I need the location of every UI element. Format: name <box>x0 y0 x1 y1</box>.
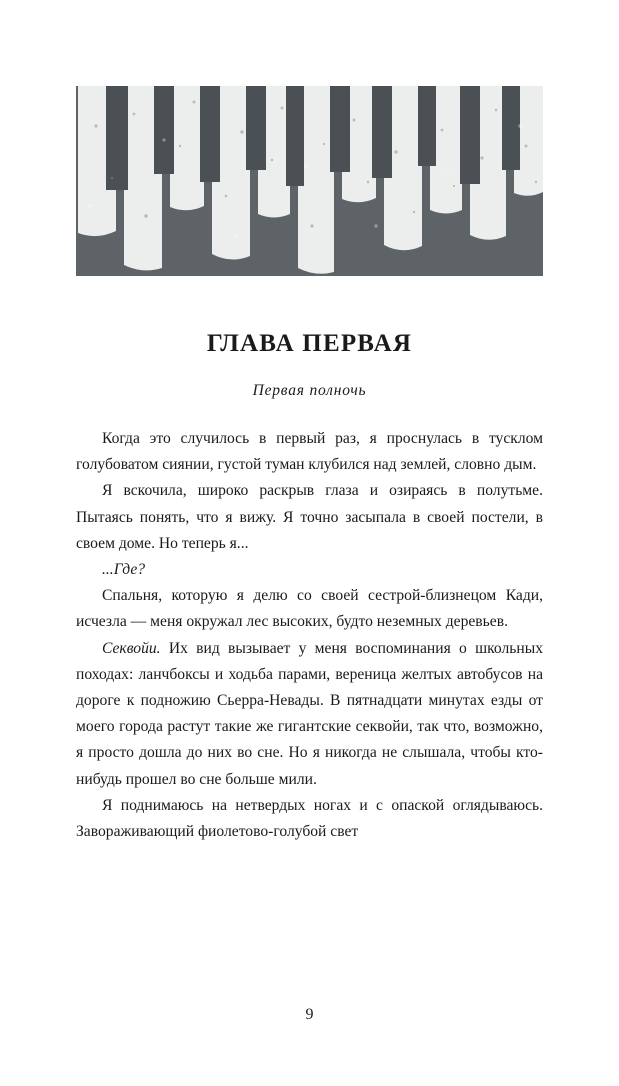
paragraph-6: Я поднимаюсь на нетвердых ногах и с опаской оглядываюсь. Завораживающий фиолетово-голубой свет <box>76 796 543 841</box>
piano-keys-illustration <box>76 86 543 276</box>
chapter-title: ГЛАВА ПЕРВАЯ <box>206 330 413 357</box>
paragraph-1: Когда это случилось в первый раз, я проснулась в тусклом голубоватом сиянии, густой туман клубился над землей, словно дым. <box>76 430 543 474</box>
paragraph-2: Я вскочила, широко раскрыв глаза и озираясь в полутьме. Пытаясь понять, что я вижу. Я точно засыпала в своей постели, в своем доме. Но теперь я... <box>76 482 543 552</box>
paragraph-3: ...Где? <box>102 561 146 579</box>
paragraph-4: Спальня, которую я делю со своей сестрой-близнецом Кади, исчезла — меня окружал лес высоких, будто неземных деревьев. <box>76 587 543 631</box>
paragraph-5-rest: Их вид вызывает у меня воспоминания о школьных походах: ланчбоксы и ходьба парами, вереница желтых автобусов на дороге к подножию Сьерра-Невады. В пятнадцати минутах езды от моего города растут такие же гигантские секвойи, так что, возможно, я просто дошла до них во сне. Но я никогда не слышала, чтобы кто-нибудь прошел во сне больше мили. <box>76 639 543 788</box>
book-page <box>0 86 619 1086</box>
italic-word-sequoias: Секвойи. <box>102 639 161 657</box>
chapter-subtitle: Первая полночь <box>252 382 367 399</box>
paragraph-5 <box>76 636 543 793</box>
piano-keys-graphic <box>76 86 543 276</box>
page-number: 9 <box>305 1006 314 1023</box>
body-text <box>76 426 543 845</box>
